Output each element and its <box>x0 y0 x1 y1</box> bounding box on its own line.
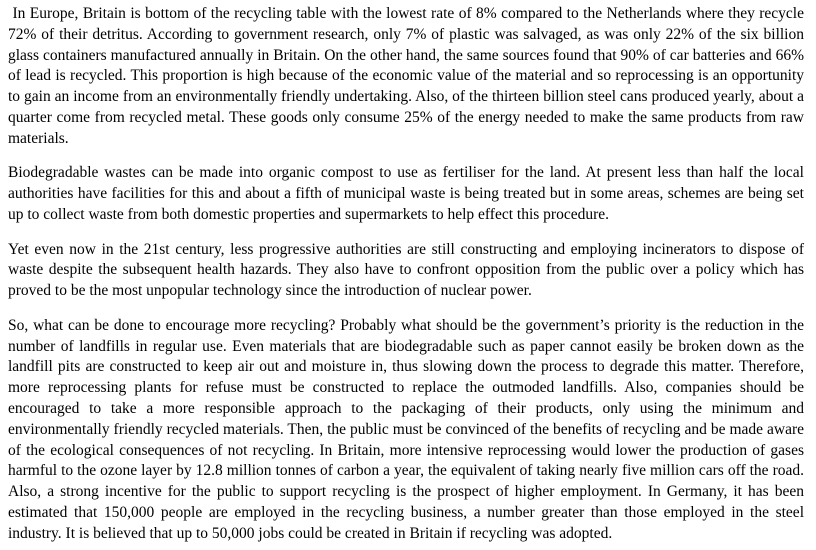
paragraph-incinerators: Yet even now in the 21st century, less progressive authorities are still constructing and employing incinerators to dispose of waste despite the subsequent health hazards. They also have to confront opposition from the public over a policy which has proved to be the most unpopular technology since the introduction of nuclear power. <box>8 240 808 300</box>
paragraph-encouraging-recycling: So, what can be done to encourage more recycling? Probably what should be the government’s priority is the reduction in the number of landfills in regular use. Even materials that are biodegradable such as paper cannot easily be broken down as the landfill pits are constructed to keep air out and moisture in, thus slowing down the process to degrade this matter. Therefore, more reprocessing plants for refuse must be constructed to replace the outmoded landfills. Also, companies should be encouraged to take a more responsible approach to the packaging of their products, only using the minimum and environmentally friendly recycled materials. Then, the public must be convinced of the benefits of recycling and be made aware of the ecological consequences of not recycling. In Britain, more intensive reprocessing would lower the production of gases harmful to the ozone layer by 12.8 million tonnes of carbon a year, the equivalent of taking nearly five million cars off the road. Also, a strong incentive for the public to support recycling is the prospect of higher employment. In Germany, it has been estimated that 150,000 people are employed in the recycling business, a number greater than those employed in the steel industry. It is believed that up to 50,000 jobs could be created in Britain if recycling was adopted. <box>8 316 808 542</box>
paragraph-europe-recycling-rates: In Europe, Britain is bottom of the recycling table with the lowest rate of 8% compared to the Netherlands where they recycle 72% of their detritus. According to government research, only 7% of plastic was salvaged, as was only 22% of the six billion glass containers manufactured annually in Britain. On the other hand, the same sources found that 90% of car batteries and 66% of lead is recycled. This proportion is high because of the economic value of the material and so reprocessing is an opportunity to gain an income from an environmentally friendly undertaking. Also, of the thirteen billion steel cans produced yearly, about a quarter come from recycled metal. These goods only consume 25% of the energy needed to make the same products from raw materials. <box>8 5 808 147</box>
paragraph-biodegradable-compost: Biodegradable wastes can be made into organic compost to use as fertiliser for the land. At present less than half the local authorities have facilities for this and about a fifth of municipal waste is being treated but in some areas, schemes are being set up to collect waste from both domestic properties and supermarkets to help effect this procedure. <box>8 164 808 223</box>
